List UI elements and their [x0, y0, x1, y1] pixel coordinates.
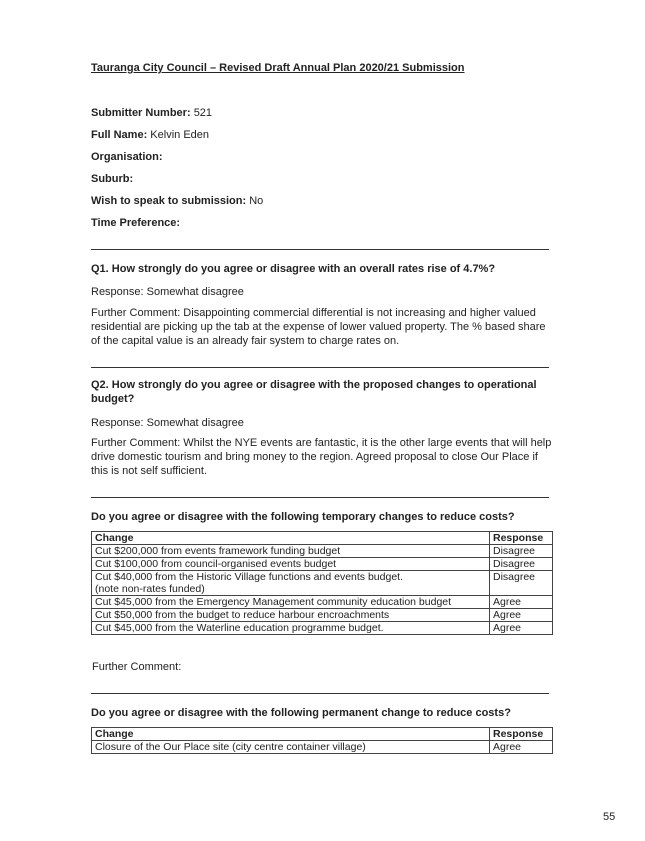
section-divider — [91, 367, 549, 368]
q4-question: Do you agree or disagree with the following permanent change to reduce costs? — [91, 707, 511, 719]
change-cell: Cut $100,000 from council-organised events budget — [92, 558, 490, 571]
full-name-label: Full Name: — [91, 129, 148, 141]
table-header-row — [92, 728, 553, 741]
q3-further-comment: Further Comment: — [92, 661, 182, 673]
change-cell — [92, 571, 490, 596]
response-cell: Agree — [490, 609, 553, 622]
suburb — [91, 173, 133, 185]
column-header-response: Response — [490, 532, 553, 545]
section-divider — [91, 497, 549, 498]
section-divider — [91, 249, 549, 250]
response-cell: Agree — [490, 596, 553, 609]
q2-comment: Further Comment: Whilst the NYE events are fantastic, it is the other large events that will help drive domestic tourism and bring money to the region. Agreed proposal to close Our Place if this is not self sufficient. — [91, 437, 552, 477]
document-title: Tauranga City Council – Revised Draft Annual Plan 2020/21 Submission — [91, 62, 465, 74]
table-row — [92, 741, 553, 754]
response-cell: Disagree — [490, 545, 553, 558]
table-row — [92, 596, 553, 609]
q3-question: Do you agree or disagree with the following temporary changes to reduce costs? — [91, 511, 515, 523]
q2-response: Response: Somewhat disagree — [91, 417, 244, 429]
submitter-number-value: 521 — [193, 107, 213, 119]
table-row — [92, 571, 553, 596]
column-header-change: Change — [92, 532, 490, 545]
organisation-label: Organisation: — [91, 151, 163, 163]
response-cell: Disagree — [490, 571, 553, 596]
table-row — [92, 558, 553, 571]
column-header-response: Response — [490, 728, 553, 741]
response-cell: Disagree — [490, 558, 553, 571]
wish-to-speak-label: Wish to speak to submission: — [91, 195, 247, 207]
q1-question: Q1. How strongly do you agree or disagree with an overall rates rise of 4.7%? — [91, 263, 496, 275]
change-cell: Cut $45,000 from the Emergency Management community education budget — [92, 596, 490, 609]
full-name-value: Kelvin Eden — [150, 129, 210, 141]
temporary-changes-table — [91, 531, 553, 635]
q1-response: Response: Somewhat disagree — [91, 286, 244, 298]
section-divider — [91, 693, 549, 694]
submitter-number-label: Submitter Number: — [91, 107, 191, 119]
organisation — [91, 151, 163, 163]
submitter-number — [91, 107, 212, 119]
change-note: (note non-rates funded) — [95, 583, 205, 595]
change-cell: Closure of the Our Place site (city centre container village) — [92, 741, 490, 754]
time-preference — [91, 217, 180, 229]
permanent-changes-table — [91, 727, 553, 754]
q1-comment: Further Comment: Disappointing commercial differential is not increasing and higher valued residential are picking up the tab at the expense of lower valued property. The % based share of the capital value is an already fair system to charge rates on. — [91, 307, 546, 347]
response-cell: Agree — [490, 622, 553, 635]
table-row — [92, 609, 553, 622]
page-number: 55 — [603, 811, 616, 823]
column-header-change: Change — [92, 728, 490, 741]
wish-to-speak-value: No — [249, 195, 264, 207]
change-cell: Cut $45,000 from the Waterline education programme budget. — [92, 622, 490, 635]
change-text: Cut $40,000 from the Historic Village functions and events budget. — [95, 571, 403, 583]
change-cell: Cut $200,000 from events framework funding budget — [92, 545, 490, 558]
full-name — [91, 129, 209, 141]
table-header-row — [92, 532, 553, 545]
suburb-label: Suburb: — [91, 173, 134, 185]
response-cell: Agree — [490, 741, 553, 754]
wish-to-speak — [91, 195, 263, 207]
change-cell: Cut $50,000 from the budget to reduce harbour encroachments — [92, 609, 490, 622]
table-row — [92, 622, 553, 635]
time-preference-label: Time Preference: — [91, 217, 181, 229]
table-row — [92, 545, 553, 558]
q2-question: Q2. How strongly do you agree or disagree with the proposed changes to operational budget? — [91, 379, 537, 405]
